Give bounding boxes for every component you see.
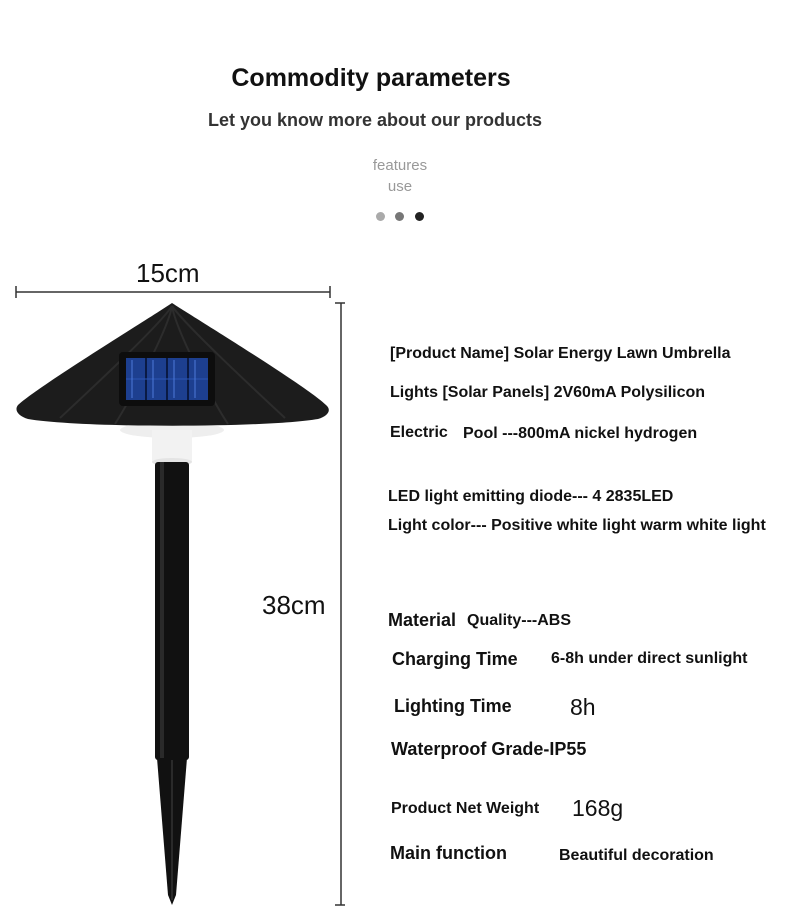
spec-charging-value: 6-8h under direct sunlight	[551, 650, 748, 667]
tag-features: features	[372, 157, 428, 174]
spec-function-label: Main function	[390, 843, 507, 863]
spec-lighting-label: Lighting Time	[394, 696, 512, 716]
page-title: Commodity parameters	[231, 64, 511, 92]
height-label: 38cm	[262, 590, 326, 620]
spec-weight-value: 168g	[572, 795, 624, 821]
spec-light-color: Light color--- Positive white light warm white light	[388, 517, 766, 534]
spec-solar-panels: Lights [Solar Panels] 2V60mA Polysilicon	[390, 384, 706, 401]
pager-dot-1	[376, 212, 385, 221]
pager-dot-3	[415, 212, 424, 221]
width-label: 15cm	[136, 258, 200, 288]
page-subtitle: Let you know more about our products	[207, 110, 542, 130]
pager-dot-2	[395, 212, 404, 221]
tag-use: use	[387, 178, 413, 195]
lamp-pole	[155, 462, 189, 760]
height-dimension-line	[335, 303, 345, 905]
spec-charging-label: Charging Time	[392, 649, 518, 669]
spec-lighting-value: 8h	[570, 694, 596, 720]
spec-material-label: Material	[388, 610, 457, 630]
spec-battery-value: Pool ---800mA nickel hydrogen	[463, 425, 698, 442]
light-ring	[120, 422, 224, 466]
solar-panel	[119, 352, 215, 406]
spec-led: LED light emitting diode--- 4 2835LED	[388, 488, 674, 505]
spec-product-name: [Product Name] Solar Energy Lawn Umbrella	[390, 345, 731, 362]
ground-spike	[157, 758, 187, 905]
spec-weight-label: Product Net Weight	[391, 800, 540, 817]
spec-material-value: Quality---ABS	[467, 612, 571, 629]
spec-battery-label: Electric	[390, 424, 448, 441]
spec-waterproof: Waterproof Grade-IP55	[391, 739, 587, 759]
spec-function-value: Beautiful decoration	[559, 847, 714, 864]
